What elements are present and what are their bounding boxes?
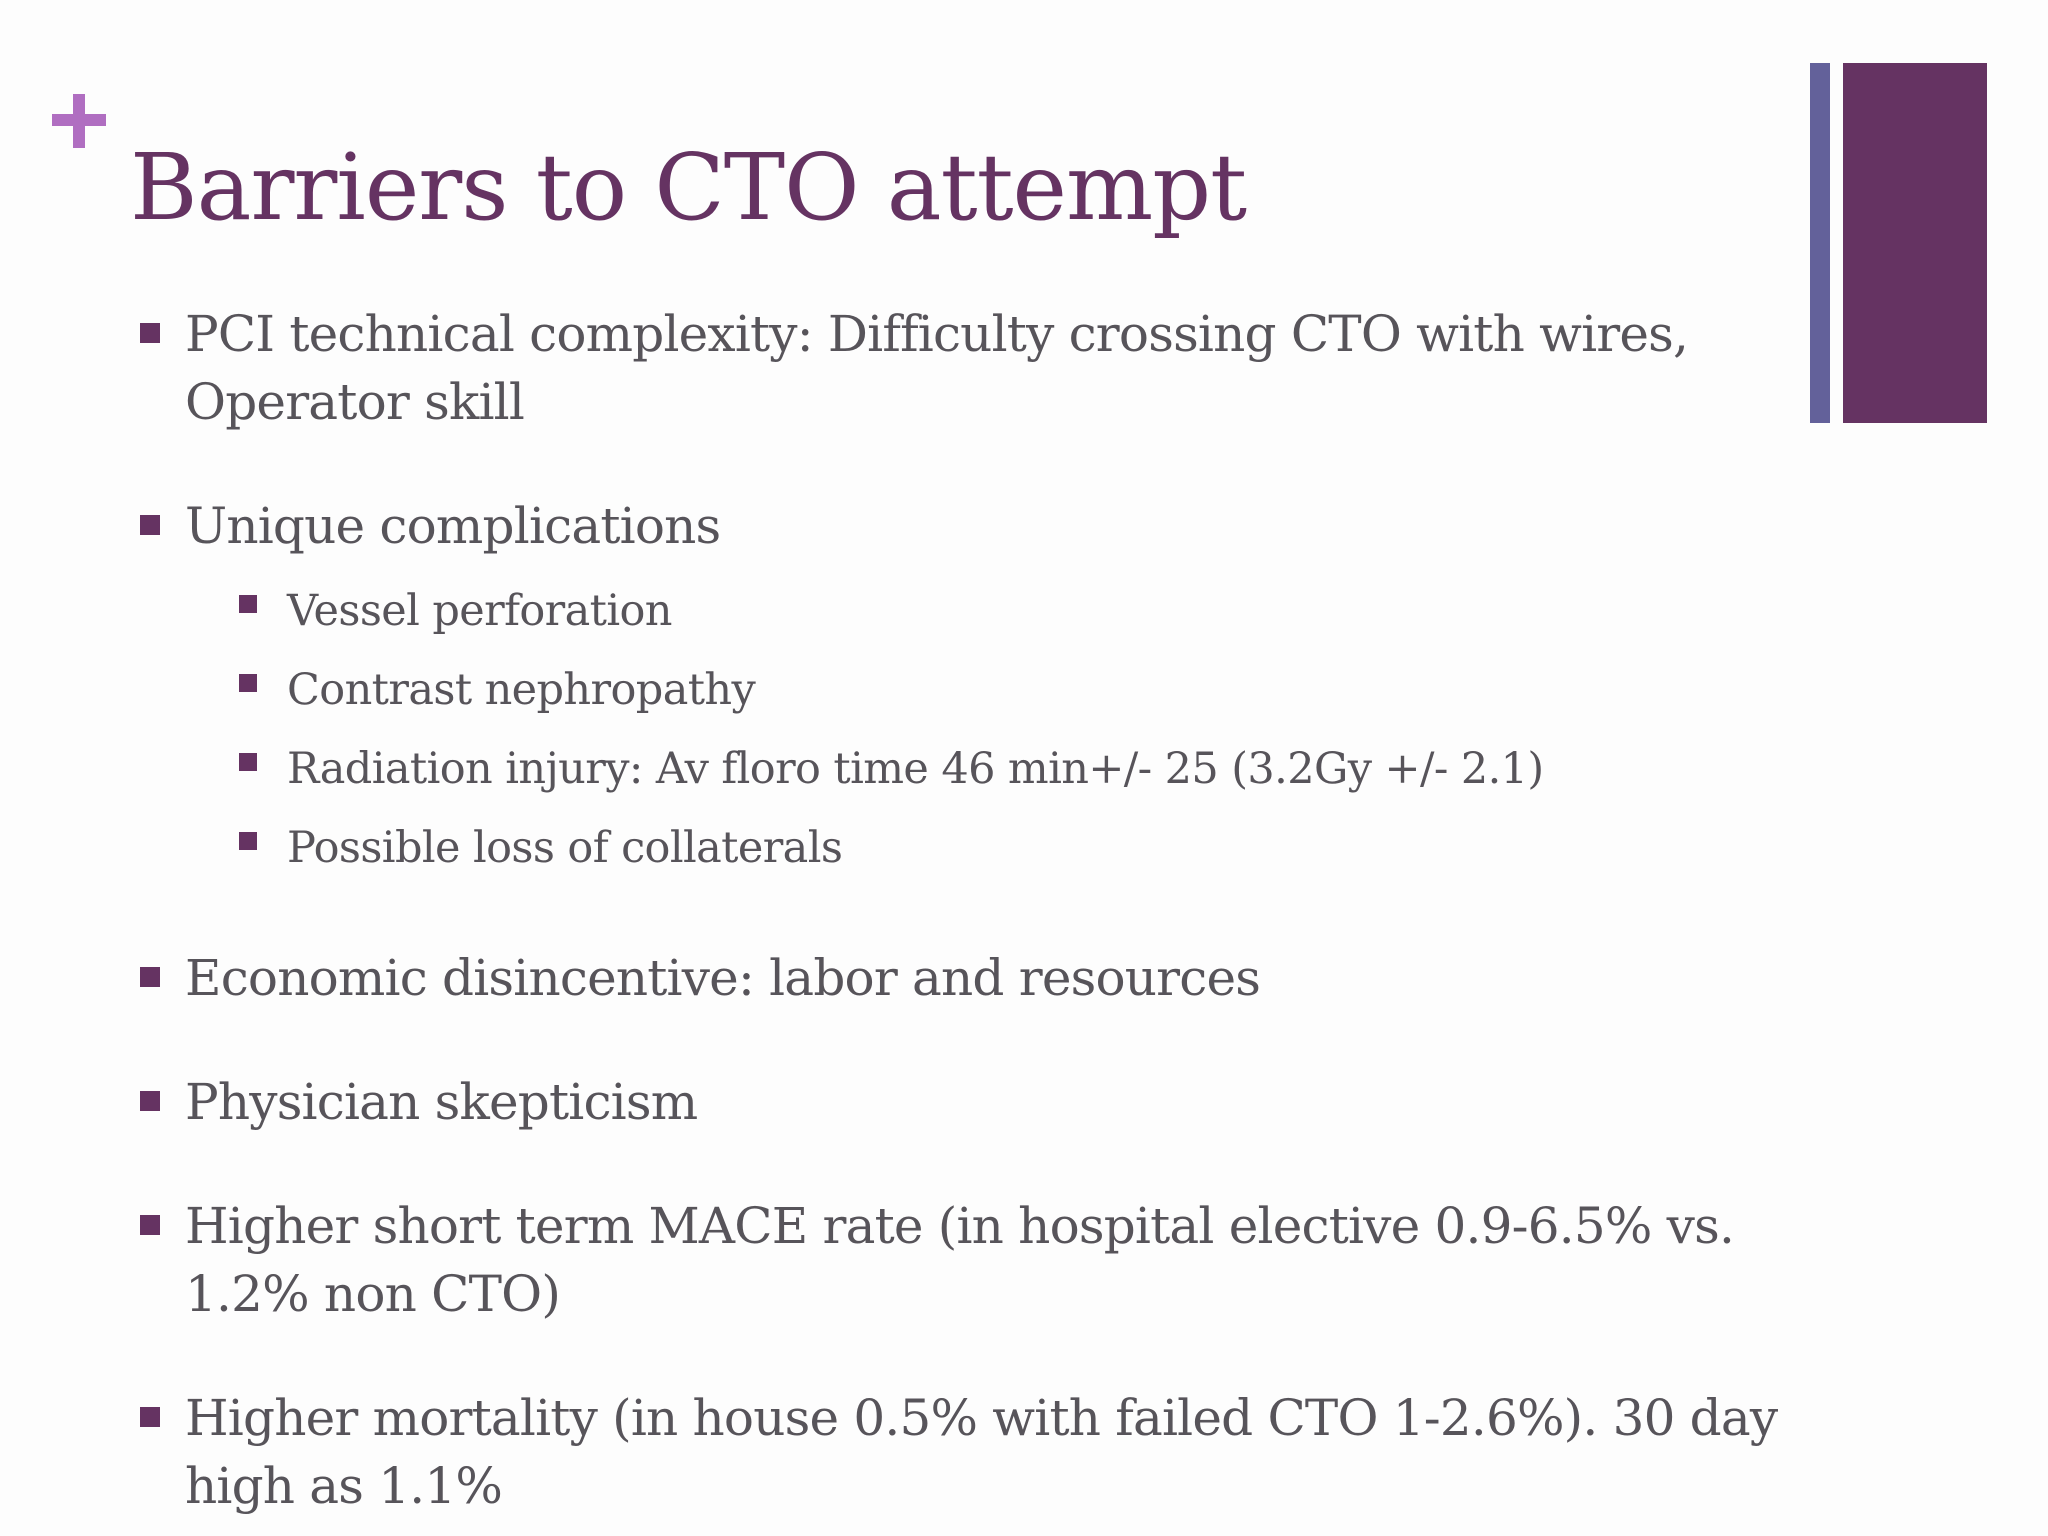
accent-bar-thick bbox=[1843, 63, 1987, 423]
bullet-item bbox=[136, 1384, 1796, 1520]
bullet-text: PCI technical complexity: Difficulty crossing CTO with wires, Operator skill bbox=[185, 305, 1689, 431]
sub-bullet-text: Possible loss of collaterals bbox=[287, 823, 843, 873]
square-bullet-icon bbox=[239, 674, 257, 692]
bullet-item bbox=[136, 300, 1796, 436]
bullet-text: Higher short term MACE rate (in hospital elective 0.9-6.5% vs. 1.2% non CTO) bbox=[185, 1197, 1735, 1323]
accent-bar-thin bbox=[1810, 63, 1830, 423]
sub-bullet-text: Contrast nephropathy bbox=[287, 665, 756, 715]
square-bullet-icon bbox=[140, 515, 160, 535]
bullet-item bbox=[136, 944, 1796, 1012]
sub-bullet-item bbox=[136, 651, 1796, 730]
square-bullet-icon bbox=[239, 753, 257, 771]
bullet-item bbox=[136, 1192, 1796, 1328]
bullet-text: Higher mortality (in house 0.5% with failed CTO 1-2.6%). 30 day high as 1.1% bbox=[185, 1389, 1778, 1515]
sub-bullet-item bbox=[136, 809, 1796, 888]
square-bullet-icon bbox=[239, 832, 257, 850]
square-bullet-icon bbox=[140, 967, 160, 987]
sub-bullet-text: Radiation injury: Av floro time 46 min+/- 25 (3.2Gy +/- 2.1) bbox=[287, 744, 1544, 794]
square-bullet-icon bbox=[140, 1215, 160, 1235]
bullet-item bbox=[136, 1068, 1796, 1136]
square-bullet-icon bbox=[239, 595, 257, 613]
sub-bullet-text: Vessel perforation bbox=[287, 586, 672, 636]
bullet-item bbox=[136, 492, 1796, 560]
bullet-list bbox=[136, 300, 1796, 1520]
bullet-text: Physician skepticism bbox=[185, 1073, 698, 1131]
plus-icon bbox=[52, 94, 106, 148]
sub-bullet-item bbox=[136, 572, 1796, 651]
slide-title: Barriers to CTO attempt bbox=[130, 134, 1247, 241]
square-bullet-icon bbox=[140, 1091, 160, 1111]
bullet-text: Unique complications bbox=[185, 497, 721, 555]
square-bullet-icon bbox=[140, 323, 160, 343]
bullet-text: Economic disincentive: labor and resources bbox=[185, 949, 1261, 1007]
sub-bullet-item bbox=[136, 730, 1796, 809]
square-bullet-icon bbox=[140, 1407, 160, 1427]
